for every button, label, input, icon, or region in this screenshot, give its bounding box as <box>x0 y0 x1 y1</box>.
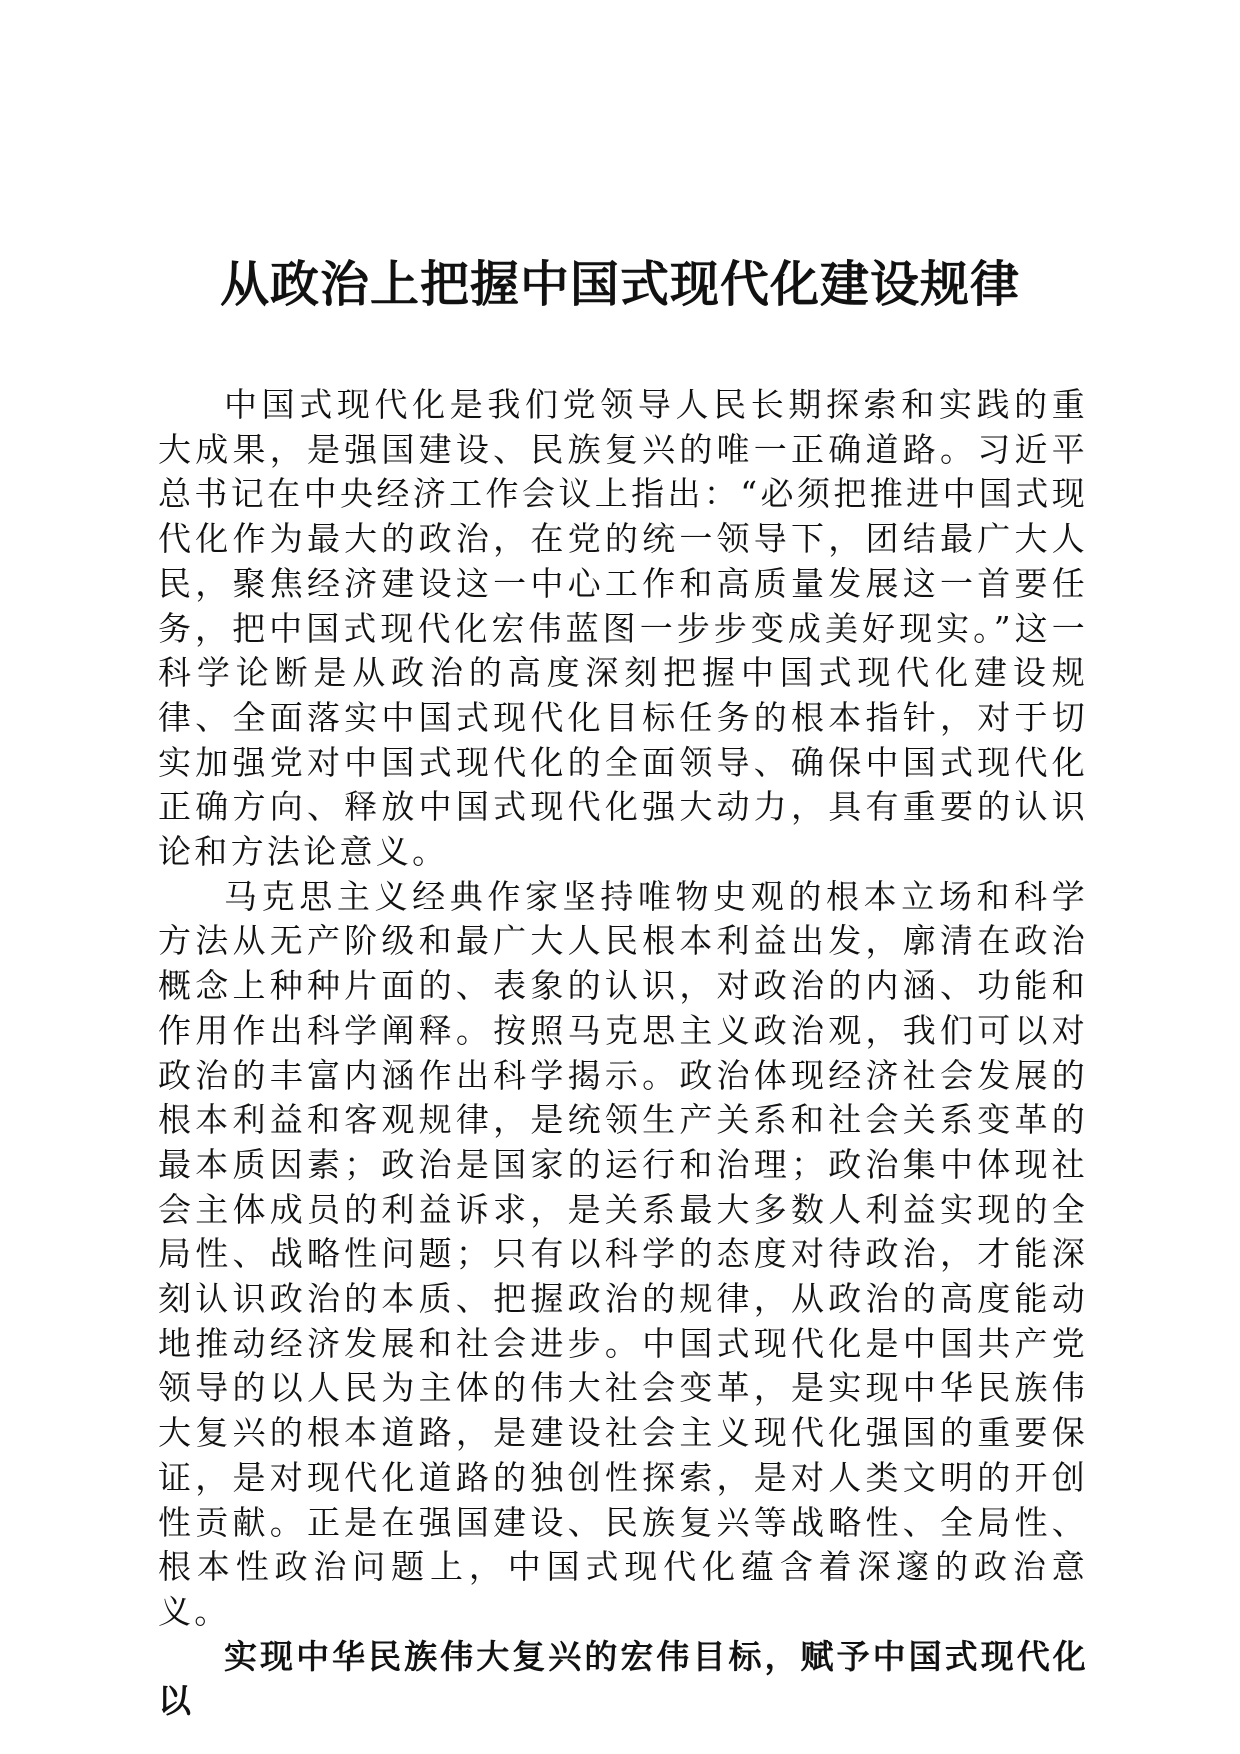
document-title: 从政治上把握中国式现代化建设规律 <box>219 255 1020 313</box>
body-paragraph-3-bold-lead: 实现中华民族伟大复兴的宏伟目标，赋予中国式现代化以 <box>158 1636 1088 1721</box>
document-body <box>158 383 1088 1724</box>
body-paragraph-1: 中国式现代化是我们党领导人民长期探索和实践的重大成果，是强国建设、民族复兴的唯一正确道路。习近平总书记在中央经济工作会议上指出：“必须把推进中国式现代化作为最大的政治，在党的统一领导下，团结最广大人民，聚焦经济建设这一中心工作和高质量发展这一首要任务，把中国式现代化宏伟蓝图一步步变成美好现实。”这一科学论断是从政治的高度深刻把握中国式现代化建设规律、全面落实中国式现代化目标任务的根本指针，对于切实加强党对中国式现代化的全面领导、确保中国式现代化正确方向、释放中国式现代化强大动力，具有重要的认识论和方法论意义。 <box>158 385 1088 872</box>
body-paragraph-2: 马克思主义经典作家坚持唯物史观的根本立场和科学方法从无产阶级和最广大人民根本利益出发，廓清在政治概念上种种片面的、表象的认识，对政治的内涵、功能和作用作出科学阐释。按照马克思主义政治观，我们可以对政治的丰富内涵作出科学揭示。政治体现经济社会发展的根本利益和客观规律，是统领生产关系和社会关系变革的最本质因素；政治是国家的运行和治理；政治集中体现社会主体成员的利益诉求，是关系最大多数人利益实现的全局性、战略性问题；只有以科学的态度对待政治，才能深刻认识政治的本质、把握政治的规律，从政治的高度能动地推动经济发展和社会进步。中国式现代化是中国共产党领导的以人民为主体的伟大社会变革，是实现中华民族伟大复兴的根本道路，是建设社会主义现代化强国的重要保证，是对现代化道路的独创性探索，是对人类文明的开创性贡献。正是在强国建设、民族复兴等战略性、全局性、根本性政治问题上，中国式现代化蕴含着深邃的政治意义。 <box>158 876 1088 1631</box>
